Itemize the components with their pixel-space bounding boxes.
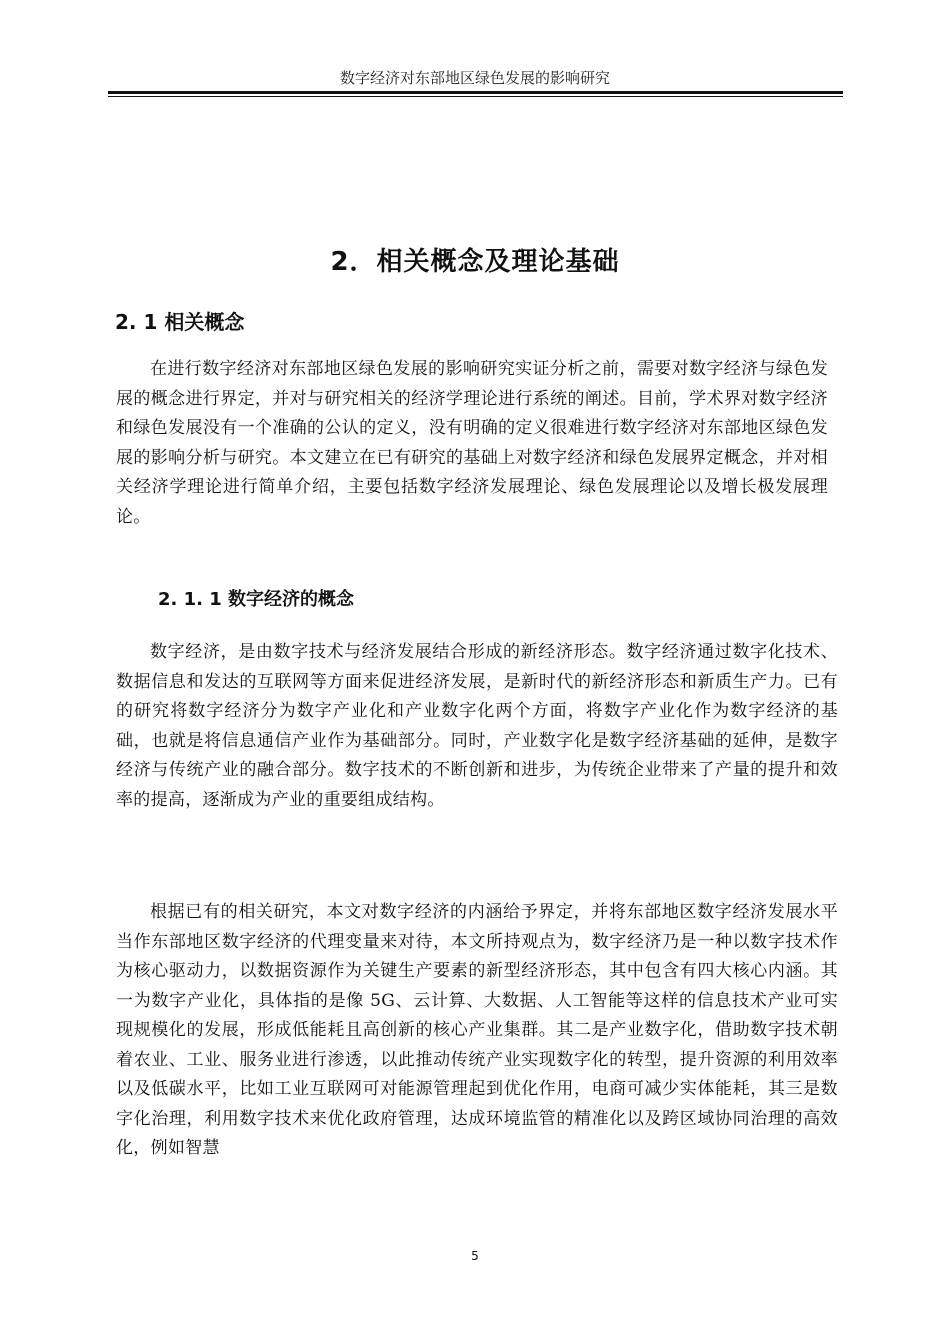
subsection-paragraph-1: 数字经济，是由数字技术与经济发展结合形成的新经济形态。数字经济通过数字化技术、数据信息和发达的互联网等方面来促进经济发展，是新时代的新经济形态和新质生产力。已有的研究将数字经济分为数字产业化和产业数字化两个方面，将数字产业化作为数字经济的基础，也就是将信息通信产业作为基础部分。同时，产业数字化是数字经济基础的延伸，是数字经济与传统产业的融合部分。数字技术的不断创新和进步，为传统企业带来了产量的提升和效率的提高，逐渐成为产业的重要组成结构。	[116, 642, 838, 810]
header-rule-thick	[108, 91, 843, 94]
subsection-paragraph-2: 根据已有的相关研究，本文对数字经济的内涵给予界定，并将东部地区数字经济发展水平当作东部地区数字经济的代理变量来对待，本文所持观点为，数字经济乃是一种以数字技术作为核心驱动力，以数据资源作为关键生产要素的新型经济形态，其中包含有四大核心内涵。其一为数字产业化，具体指的是像 5G、云计算、大数据、人工智能等这样的信息技术产业可实现规模化的发展，形成低能耗且高创新的核心产业集群。其二是产业数字化，借助数字技术朝着农业、工业、服务业进行渗透，以此推动传统产业实现数字化的转型，提升资源的利用效率以及低碳水平，比如工业互联网可对能源管理起到优化作用，电商可减少实体能耗，其三是数字化治理，利用数字技术来优化政府管理，达成环境监管的精准化以及跨区域协同治理的高效化，例如智慧	[116, 902, 838, 1158]
section-title: 2. 1 相关概念	[115, 310, 245, 334]
header-rule-thin	[108, 96, 843, 97]
subsection-title: 2. 1. 1 数字经济的概念	[158, 589, 355, 610]
page-number: 5	[471, 1249, 479, 1263]
chapter-title: 2．相关概念及理论基础	[330, 247, 620, 277]
section-paragraph: 在进行数字经济对东部地区绿色发展的影响研究实证分析之前，需要对数字经济与绿色发展的概念进行界定，并对与研究相关的经济学理论进行系统的阐述。目前，学术界对数字经济和绿色发展没有一个准确的公认的定义，没有明确的定义很难进行数字经济对东部地区绿色发展的影响分析与研究。本文建立在已有研究的基础上对数字经济和绿色发展界定概念，并对相关经济学理论进行简单介绍，主要包括数字经济发展理论、绿色发展理论以及增长极发展理论。	[116, 359, 828, 527]
running-header: 数字经济对东部地区绿色发展的影响研究	[339, 69, 610, 87]
